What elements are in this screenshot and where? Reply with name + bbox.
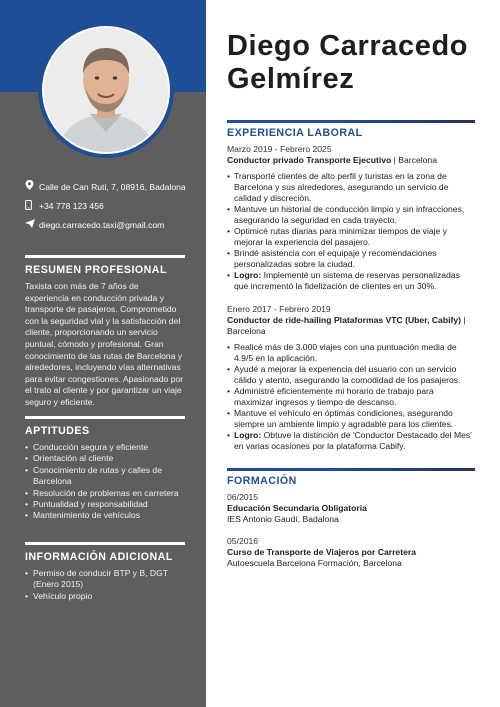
job-bullet <box>227 342 475 364</box>
job-bullet <box>227 386 475 408</box>
section-divider <box>227 468 475 471</box>
job-bullet <box>227 226 475 248</box>
job-entry <box>227 304 475 452</box>
job-dates: Marzo 2019 - Febrero 2025 <box>227 144 332 154</box>
skill-item: • Mantenimiento de vehículos <box>25 510 185 521</box>
education-entry <box>227 492 475 525</box>
job-bullet <box>227 408 475 430</box>
skills-section <box>25 416 185 522</box>
bullet-text: Administré eficientemente mi horario de trabajo para maximizar ingresos y tiempo de descanso. <box>234 386 434 407</box>
phone-icon <box>25 200 39 213</box>
additional-info-section <box>25 542 185 602</box>
candidate-name <box>227 30 468 96</box>
skill-item: • Resolución de problemas en carretera <box>25 488 185 499</box>
job-bullet <box>227 364 475 386</box>
bullet-lead: Logro: <box>234 430 262 440</box>
education-school: IES Antonio Gaudí, Badalona <box>227 514 339 524</box>
job-bullet <box>227 248 475 270</box>
education-date: 05/2016 <box>227 536 259 546</box>
experience-section <box>227 120 475 452</box>
job-role-line <box>227 155 475 166</box>
skill-item: • Puntualidad y responsabilidad <box>25 499 185 510</box>
section-divider <box>25 542 185 545</box>
skill-item: • Conducción segura y eficiente <box>25 442 185 453</box>
name-line-2: Gelmírez <box>227 63 355 95</box>
sidebar <box>0 0 206 707</box>
skills-title: APTITUDES <box>25 425 90 437</box>
bullet-text: Implementé un sistema de reservas personalizadas que incrementó la fidelización de clientes en un 30%. <box>234 270 460 291</box>
contact-block <box>25 180 186 238</box>
job-role: Conductor privado Transporte Ejecutivo <box>227 155 392 165</box>
section-divider <box>227 120 475 123</box>
bullet-text: Mantuve un historial de conducción limpio y sin infracciones, asegurando la seguridad en cada trayecto. <box>234 204 465 225</box>
bullet-text: Realicé más de 3.000 viajes con una puntuación media de 4.9/5 en la aplicación. <box>234 342 457 363</box>
education-date: 06/2015 <box>227 492 259 502</box>
profile-photo-frame <box>38 22 174 158</box>
name-line-1: Diego Carracedo <box>227 30 469 62</box>
job-bullets <box>227 342 475 452</box>
bullet-text: Obtuve la distinción de 'Conductor Destacado del Mes' en varias ocasiones por la plataforma Cabify. <box>234 430 472 451</box>
education-title: FORMACIÓN <box>227 475 297 487</box>
job-role-line <box>227 315 475 337</box>
experience-title: EXPERIENCIA LABORAL <box>227 127 363 139</box>
additional-info-item: • Permiso de conducir BTP y B, DGT (Enero 2015) <box>25 568 185 591</box>
skills-list <box>25 442 185 522</box>
contact-email <box>25 219 186 231</box>
job-separator: | <box>391 155 399 165</box>
additional-info-list <box>25 568 185 602</box>
bullet-lead: Logro: <box>234 270 262 280</box>
job-location: Barcelona <box>398 155 437 165</box>
job-entry <box>227 144 475 292</box>
profile-photo <box>42 26 170 154</box>
phone-text: +34 778 123 456 <box>39 201 104 211</box>
education-school: Autoescuela Barcelona Formación, Barcelona <box>227 558 402 568</box>
education-degree: Curso de Transporte de Viajeros por Carretera <box>227 547 416 557</box>
additional-info-title: INFORMACIÓN ADICIONAL <box>25 551 173 563</box>
bullet-text: Ayudé a mejorar la experiencia del usuario con un servicio cálido y atento, asegurando la comodidad de los pasajeros. <box>234 364 461 385</box>
section-divider <box>25 255 185 258</box>
education-entry <box>227 536 475 569</box>
additional-info-item: • Vehículo propio <box>25 591 185 602</box>
skill-item: • Conocimiento de rutas y calles de Barcelona <box>25 465 185 488</box>
job-location: Barcelona <box>227 326 266 336</box>
person-portrait-icon <box>44 28 168 152</box>
contact-phone <box>25 200 186 213</box>
section-divider <box>25 416 185 419</box>
job-separator: | <box>460 315 466 325</box>
summary-title: RESUMEN PROFESIONAL <box>25 264 167 276</box>
job-bullet <box>227 270 475 292</box>
bullet-text: Brindé asistencia con el equipaje y recomendaciones personalizadas sobre la ciudad. <box>234 248 437 269</box>
skill-item: • Orientación al cliente <box>25 453 185 464</box>
job-role: Conductor de ride-hailing Plataformas VTC (Uber, Cabify) <box>227 315 461 325</box>
job-bullet <box>227 204 475 226</box>
contact-address <box>25 180 186 193</box>
education-section <box>227 468 475 569</box>
summary-section <box>25 255 185 409</box>
address-text: Calle de Can Ruti, 7, 08916, Badalona <box>39 181 186 192</box>
send-icon <box>25 219 39 231</box>
bullet-text: Mantuve el vehículo en óptimas condiciones, asegurando siempre un ambiente limpio y agradable para los clientes. <box>234 408 454 429</box>
education-degree: Educación Secundaria Obligatoria <box>227 503 367 513</box>
email-text: diego.carracedo.taxi@gmail.com <box>39 220 165 230</box>
job-bullets <box>227 171 475 292</box>
job-bullet <box>227 171 475 204</box>
location-pin-icon <box>25 180 39 193</box>
summary-text: Taxista con más de 7 años de experiencia en conducción privada y transporte de pasajeros. Comprometido con la seguridad vial y la satisfacción del cliente, proporcionando un servicio puntual, cómodo y profesional. Gran conocimiento de las rutas de Barcelona y alrededores, incluyendo vías alternativas para evitar congestiones. Apasionado por el trato al cliente y por garantizar un viaje seguro y eficiente. <box>25 281 184 407</box>
bullet-text: Transporté clientes de alto perfil y turistas en la zona de Barcelona y sus alrededores, asegurando un servicio de calidad y discreción. <box>234 171 449 203</box>
bullet-text: Optimicé rutas diarias para minimizar tiempos de viaje y mejorar la experiencia del pasajero. <box>234 226 448 247</box>
job-bullet <box>227 430 475 452</box>
job-dates: Enero 2017 - Febrero 2019 <box>227 304 331 314</box>
